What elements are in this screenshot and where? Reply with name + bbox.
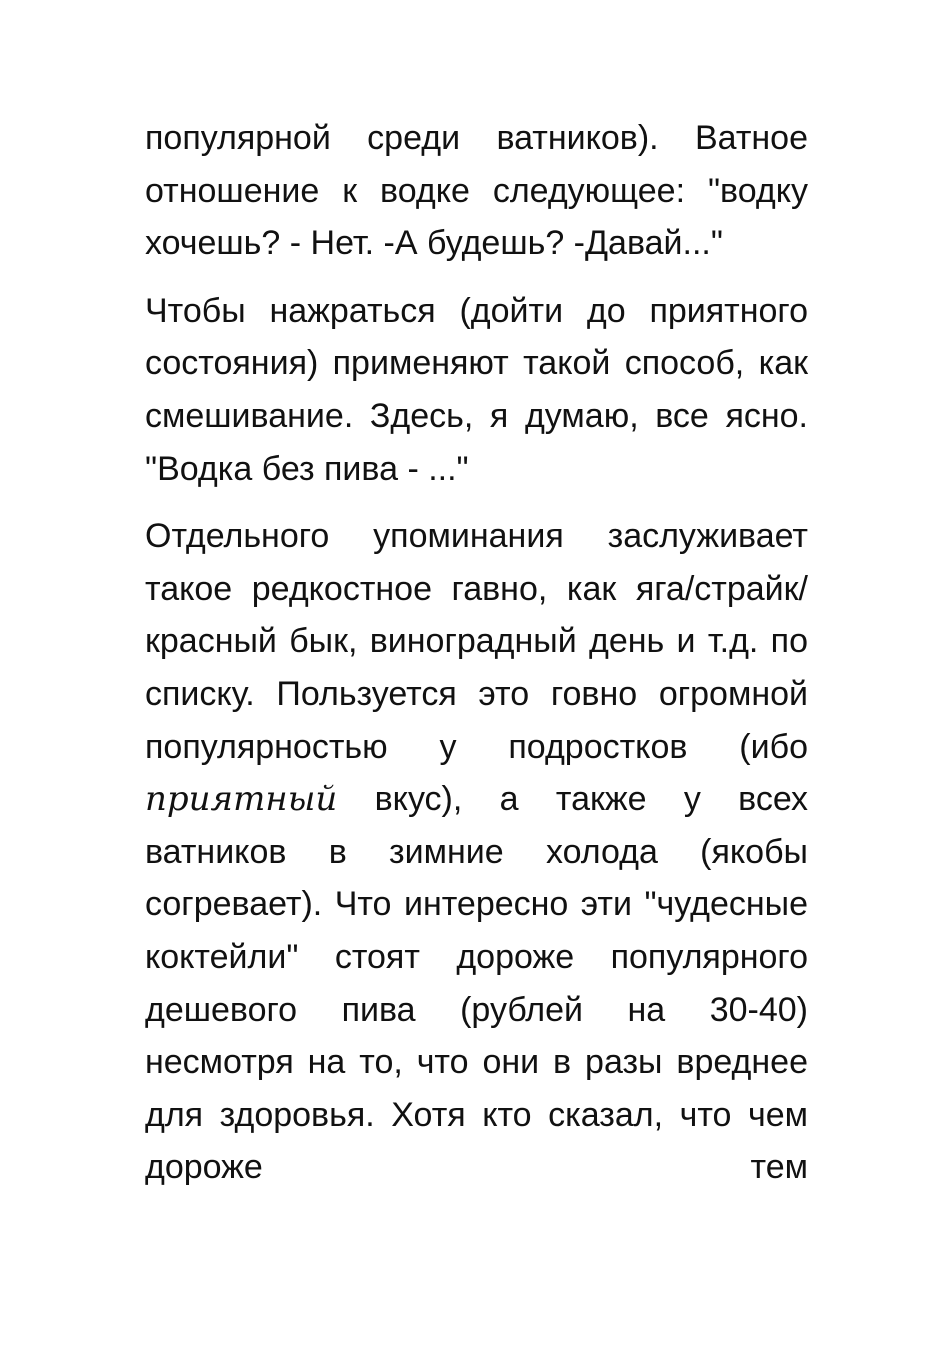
paragraph-text-before-italic: Отдельного упоминания заслуживает такое редкостное гавно, как яга/страйк/красный бык, виноградный день и т.д. по списку. Пользуется это говно огромной популярностью у подростков (ибо	[145, 517, 808, 766]
document-page	[145, 112, 808, 1209]
italic-word: приятный	[145, 779, 338, 820]
paragraph-text-after-italic: вкус), а также у всех ватников в зимние холода (якобы согревает). Что интересно эти "чудесные коктейли" стоят дороже популярного дешевого пива (рублей на 30-40) несмотря на то, что они в разы вреднее для здоровья. Хотя кто сказал, что чем дороже тем	[145, 780, 808, 1187]
paragraph-cocktails	[145, 510, 808, 1194]
paragraph-mixing: Чтобы нажраться (дойти до приятного состояния) применяют такой способ, как смешивание. Здесь, я думаю, все ясно. "Водка без пива - ..."	[145, 291, 808, 488]
paragraph-vodka-attitude: популярной среди ватников). Ватное отношение к водке следующее: "водку хочешь? - Нет. -А будешь? -Давай..."	[145, 119, 808, 263]
